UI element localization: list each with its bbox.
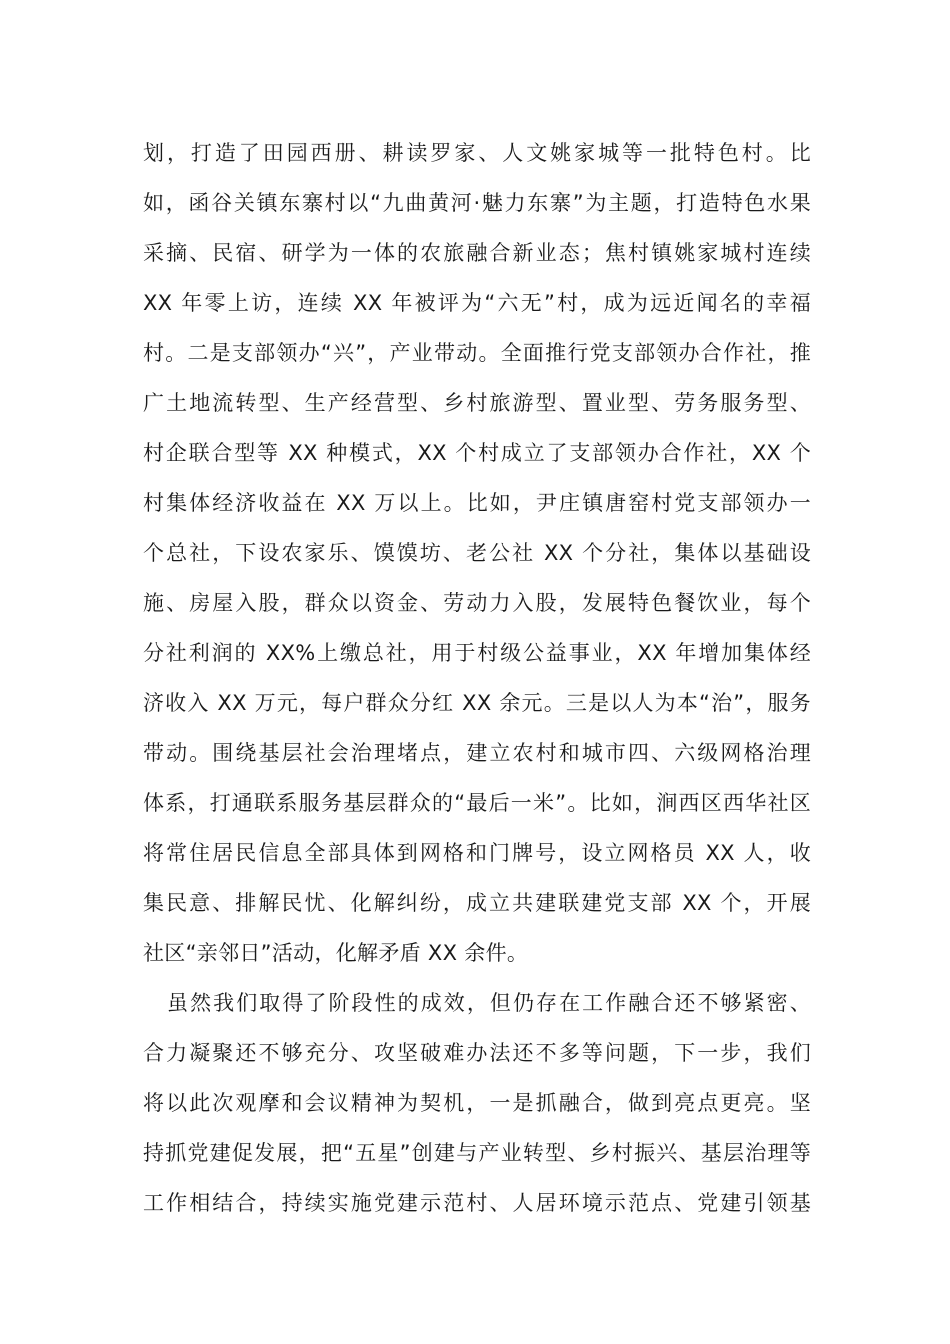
paragraph-1-line-14: 体系，打通联系服务基层群众的“最后一米”。比如，涧西区西华社区 (143, 791, 811, 815)
paragraph-2-line-1: 虽然我们取得了阶段性的成效，但仍存在工作融合还不够紧密、 (167, 991, 811, 1015)
paragraph-1-line-7: 村企联合型等 XX 种模式，XX 个村成立了支部领办合作社，XX 个 (143, 441, 811, 465)
paragraph-1-line-12: 济收入 XX 万元，每户群众分红 XX 余元。三是以人为本“治”，服务 (143, 691, 811, 715)
paragraph-1-line-10: 施、房屋入股，群众以资金、劳动力入股，发展特色餐饮业，每个 (143, 591, 811, 615)
paragraph-2-line-5: 工作相结合，持续实施党建示范村、人居环境示范点、党建引领基 (143, 1191, 811, 1215)
paragraph-1-line-16: 集民意、排解民忧、化解纠纷，成立共建联建党支部 XX 个，开展 (143, 891, 811, 915)
paragraph-1-line-9: 个总社，下设农家乐、馍馍坊、老公社 XX 个分社，集体以基础设 (143, 541, 811, 565)
document-body (143, 128, 811, 1228)
paragraph-1-line-17: 社区“亲邻日”活动，化解矛盾 XX 余件。 (143, 941, 529, 965)
paragraph-1-line-1: 划，打造了田园西册、耕读罗家、人文姚家城等一批特色村。比 (143, 141, 811, 165)
paragraph-1-line-6: 广土地流转型、生产经营型、乡村旅游型、置业型、劳务服务型、 (143, 391, 811, 415)
paragraph-1-line-4: XX 年零上访，连续 XX 年被评为“六无”村，成为远近闻名的幸福 (143, 291, 811, 315)
paragraph-1-line-8: 村集体经济收益在 XX 万以上。比如，尹庄镇唐窑村党支部领办一 (143, 491, 811, 515)
paragraph-1-line-5: 村。二是支部领办“兴”，产业带动。全面推行党支部领办合作社，推 (143, 341, 811, 365)
paragraph-1-line-3: 采摘、民宿、研学为一体的农旅融合新业态；焦村镇姚家城村连续 (143, 241, 811, 265)
paragraph-1-line-15: 将常住居民信息全部具体到网格和门牌号，设立网格员 XX 人，收 (143, 841, 811, 865)
paragraph-2-line-3: 将以此次观摩和会议精神为契机，一是抓融合，做到亮点更亮。坚 (143, 1091, 811, 1115)
paragraph-1-line-13: 带动。围绕基层社会治理堵点，建立农村和城市四、六级网格治理 (143, 741, 811, 765)
paragraph-2-line-2: 合力凝聚还不够充分、攻坚破难办法还不多等问题，下一步，我们 (143, 1041, 811, 1065)
paragraph-1-line-2: 如，函谷关镇东寨村以“九曲黄河·魅力东寨”为主题，打造特色水果 (143, 191, 811, 215)
paragraph-1-line-11: 分社利润的 XX%上缴总社，用于村级公益事业，XX 年增加集体经 (143, 641, 811, 665)
paragraph-2-line-4: 持抓党建促发展，把“五星”创建与产业转型、乡村振兴、基层治理等 (143, 1141, 811, 1165)
